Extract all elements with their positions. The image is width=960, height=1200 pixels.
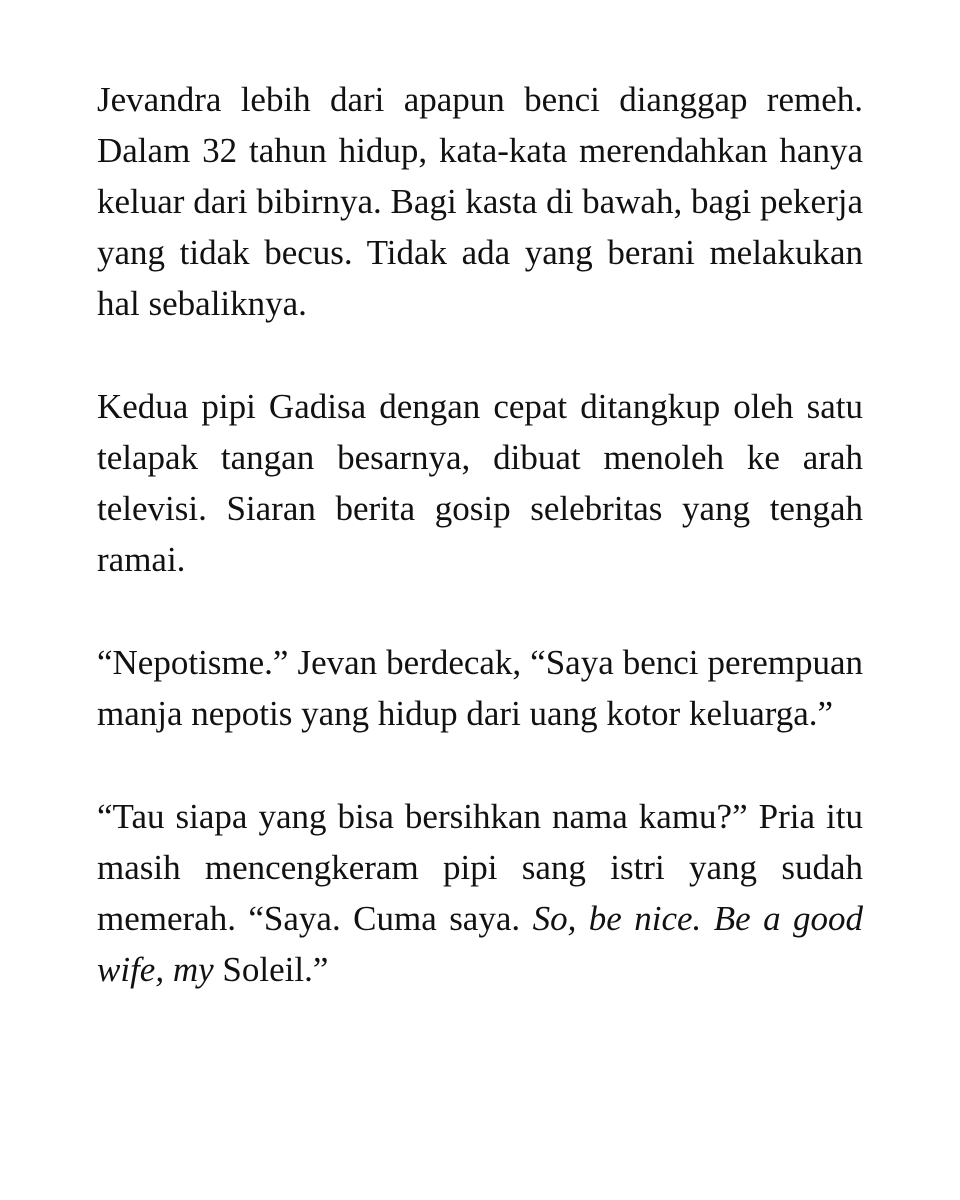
paragraph-4-italic-phrase: So, be nice. Be a good wife, my — [97, 899, 863, 989]
paragraph-3 — [97, 637, 863, 739]
paragraph-4-text-part-1: “Tau siapa yang bisa bersihkan nama kamu?” Pria itu masih mencengkeram pipi sang istri yang sudah memerah. “Saya. Cuma saya. — [97, 797, 863, 938]
paragraph-2-text: Kedua pipi Gadisa dengan cepat ditangkup oleh satu telapak tangan besarnya, dibuat menoleh ke arah televisi. Siaran berita gosip selebritas yang tengah ramai. — [97, 387, 863, 579]
paragraph-4 — [97, 791, 863, 995]
paragraph-4-text-part-2: Soleil.” — [213, 950, 329, 989]
paragraph-1-text: Jevandra lebih dari apapun benci dianggap remeh. Dalam 32 tahun hidup, kata-kata merendahkan hanya keluar dari bibirnya. Bagi kasta di bawah, bagi pekerja yang tidak becus. Tidak ada yang berani melakukan hal sebaliknya. — [97, 80, 863, 323]
paragraph-2 — [97, 381, 863, 585]
story-page — [97, 74, 863, 1047]
paragraph-3-text: “Nepotisme.” Jevan berdecak, “Saya benci perempuan manja nepotis yang hidup dari uang kotor keluarga.” — [97, 643, 863, 733]
paragraph-1 — [97, 74, 863, 329]
